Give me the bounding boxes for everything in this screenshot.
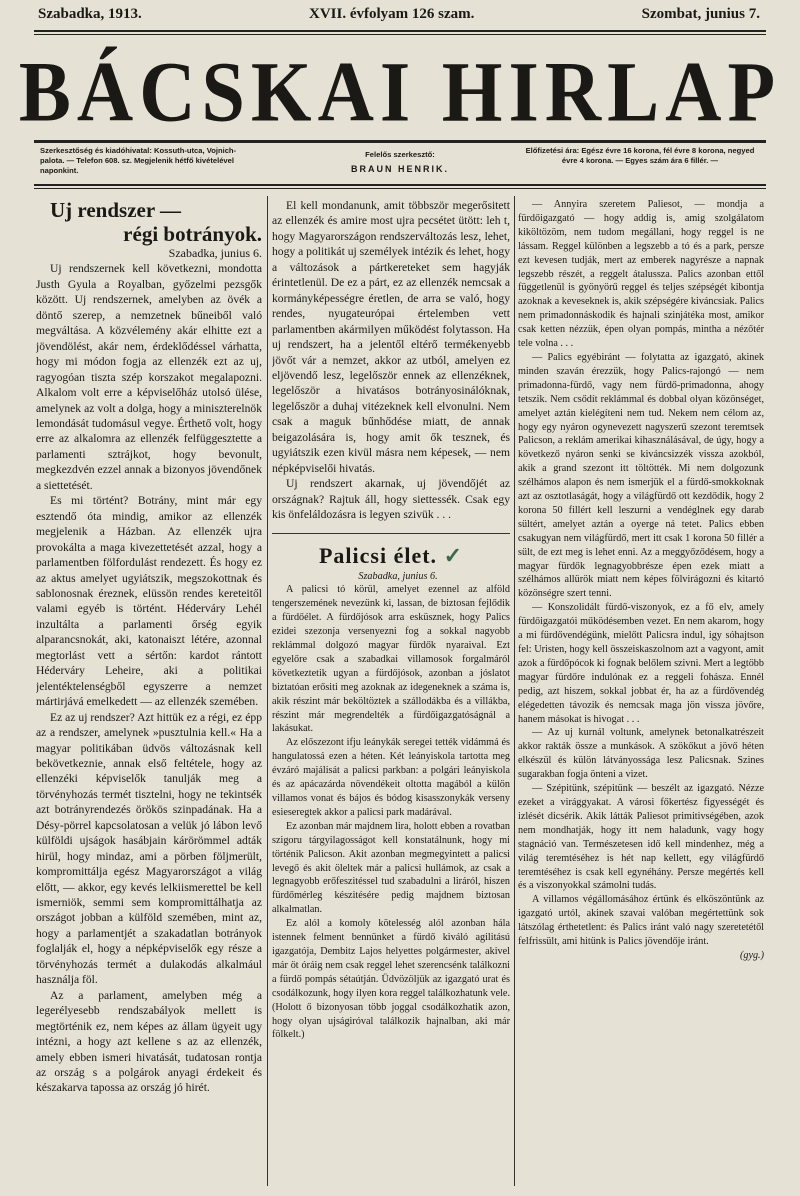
office-info: Szerkesztőség és kiadóhivatal: Kossuth-utca, Vojnich-palota. — Telefon 608. sz. Megjelenik hétfő kivételével naponkint. [40,146,237,175]
article-divider [272,533,510,534]
article-2-signature: (gyg.) [739,949,764,961]
article-2-paragraph: — Az uj kurnál voltunk, amelynek betonalkatrészeit akkor rakták össze a munkások. A szökőkut a jövő héten elkészül és külön látványossága lesz Palicsnak. Szines sugarakban fogja önteni a vizet. [518,727,764,781]
editor-block [310,150,490,174]
article-1-title-line-1: Uj rendszer — [50,198,182,222]
article-2-title: Palicsi élet. [318,542,438,568]
article-2-paragraph: Ez azonban már majdnem lira, holott ebben a rovatban szigoru tárgyilagosságot kell konstatálnunk, hogy mi történik Palicson. Akit azonban megmegyintett a palicsi levegő és akit öleltek már a palicsi hullámok, az csak a legnagyobb erőfeszitéssel tud szabadulni a liráról, hiszen fürdőmérleg készitésére pedig majdnem biztosan alkalmatlan. [272,820,510,916]
article-2-paragraph: — Palics egyébiránt — folytatta az igazgató, akinek minden szaván érezzük, hogy Palics-rajongó — nem primadonna-fürdő, vagy nem fürdő-primadonna, ahogy tetszik. Nem csődít reklámmal és dobbal olyan közönséget, amelyet aztán kielégíteni nem tud. Nekem nem célom az, hogy egy nyáron ogynevezett nagyszerű szezont teremtsek Palicson, a reklám amerikai kihasználásával, de úgy, hogy a következő nyáron senki se kiváncsizzék vissza azokból, akik a grand szezont itt töltötték. Mi nem dolgozunk szélhámos alapon és nem ismerjük el a fürdő-smokkoknak azt az osztotlaságát, hogy a világfürdő ott kezdődik, hogy 2 korona 50 fillért kell leszurni a vendéglnek egy darab sültért, amelyet aztán a oyerge ná tetet. Palics ebben csakugyan nem világfürdő, mert itt csak 1 korona 50 fillér a sült, de ezt meg is lehet enni. Az a meggyőződésem, hogy a magyar fürdők legnagyobbrésze épen ezek miatt a szélhámos allürök miatt nem képes fölvirágozni és kitartó közönségre szert tenni. [518,351,764,600]
column-separator [514,196,515,1186]
top-rule [34,30,766,32]
editor-label: Felelős szerkesztő: [365,150,435,159]
article-2-paragraph: A palicsi tó körül, amelyet ezennel az alföld tengerszemének nevezünk ki, lassan, de biztosan fejlődik a fürdőélet. A fürdőjósok arra esküsznek, hogy Palics ezidei szezonja versenyezni fog a sokkal nagyobb reklámmal dolgozó magyar fürdők nyaraival. Ezt egyelőre csak a szabadkai villamosok forgalmáról következtetik ugyan a fürdőjósok, azonban a jóslatot biztatóan erősiti meg azoknak az idegeneknek a száma is, akik részint már beköltöztek a szállodákba és a villákba, részint már megrendelték a fürdőigazgatóságnál a lakásukat. [272,584,510,735]
masthead-title: BÁCSKAI HIRLAP [18,43,782,140]
article-1-paragraph: Uj rendszernek kell következni, mondotta Justh Gyula a Royalban, győzelmi pezsgők között. Uj rendszernek, amelyben az övék a döntő szerep, a nemzetnek bűneiből való megváltása. A közvélemény akár elhitte ezt a jövendölést, akár nem, érdeklődéssel várhatta, hogy mi módon fogja az ellenzék ezt az uj, ragyogóan tiszta szép korszakot megalapozni. Alkalom volt erre a képviselőház utolsó ülése, amelynek az volt a dolga, hogy a miniszterelnök lemondását tudomásul vegye. Érthető volt, hogy erre az alkalomra az ellenzék felfüggesztette a parlamenti sztrájkot, hogy bevonult, megkezdvén ezzel annak a bizonyos jövendőnek a siettetését. [36,262,262,492]
article-2-paragraph: A villamos végállomásához értünk és elköszöntünk az igazgató urtól, akinek szavai valóban megértettünk sok látszólag érthetetlent: és Palics iránt való nagy szeretetétől felfrissült, ami hitünk is Palics jövendője iránt. [518,894,764,948]
column-separator [267,196,268,1186]
column-1 [36,198,262,1190]
subscription-info: Előfizetési ára: Egész évre 16 korona, fél évre 8 korona, negyed évre 4 korona. — Egyes szám ára 6 fillér. — [525,146,755,165]
city-year: Szabadka, 1913. [38,6,142,22]
checkmark-icon: ✓ [443,542,463,568]
article-1-dateline: Szabadka, junius 6. [168,246,262,260]
header-bottom-rule [34,184,766,186]
article-2-paragraph: Ez alól a komoly kötelesség alól azonban hála istennek felment bennünket a fürdő kiváló agilitású igazgatója, Dembitz Lajos helyettes polgármester, akivel már öt óráig nem csak reggel lehet szerencsénk találkozni a fürdő pompás sétaútján. Üdvözöljük az igazgató urat és csodálkozunk, hogy ilyen kora reggel találkozhatunk vele. (Holott ő bizonyosan több joggal csodálkozhatik azon, hogy olyan ujságiróval találkozik hajnalban, aki már fölkelt.) [272,918,510,1041]
column-3 [518,198,764,1190]
article-1-title-line-2: régi botrányok. [123,222,262,246]
masthead-rule [34,140,766,143]
article-1-paragraph: El kell mondanunk, amit többször megerősitett az ellenzék és amire most ujra pecsétet ütött: leh t, hogy Magyarországon rendszerváltozás lesz, lehet, hogy a politikát uj személyek intézik és lehet, hogy a változások a pártkereteket sem hagyják érintetlenül. De ez a párt, ez az ellenzék nemcsak a kormányképességre éretlen, de arra se való, hogy rendes, nyugateurópai értelemben vett parlamentben akármilyen működést folytasson. Ha uj rendszert, ha a jelentől eltérő termékenyebb jövőt vár a nemzet, akkor az utból, amelyen ez eljövendő lesz, legelőször ennek az ellenzéknek, legelőször a hivatásos botrányosinálóknak, legelőször a duhaj vitézeknek kell elvonulni. Nem csak a maguk bűnhődése miatt, de annak beigazolására is, hogy amit ők tesznek, és ugyiátszik ezen kivül másra nem képesek, — nem népképviselői hivatás. [272,199,510,475]
article-2-paragraph: Az előszezont ifju leánykák seregei tették vidámmá és hangulatossá ezen a héten. Két leányiskola tartotta meg évzáró majálisát a palicsi parkban: a polgári leányiskola és az apácazárda növendékeit oltotta magából a külön villamos vonat és bájos és bódog kisasszonykák verseny esieseregtek akkor a palicsi park madárával. [272,737,510,818]
column-2 [272,198,510,1190]
article-1-paragraph: Uj rendszert akarnak, uj jövendőjét az országnak? Rajtuk áll, hogy siettessék. Csak egy kis önfeláldozásra is legyen szivük . . . [272,477,510,522]
article-2-paragraph: — Szépitünk, szépitünk — beszélt az igazgató. Nézze ezeket a virággyakat. A városi főkertész figyességét és izlését dicsérik. Akik látták Paliesot primitivségében, azok nem mondhatják, hogy itt nem haladunk, vagy hogy stagnáció van. Természetesen idő kell mindenhez, még a világ teremtéséhez is hét nap kellett, egy világfürdő teremtéséhez is csak kell egynéhány. Persze megértés kell és a viszonyokkal számolni tudás. [518,783,764,892]
article-1-paragraph: Es mi történt? Botrány, mint már egy esztendő óta mindig, amikor az ellenzék megjelenik a Házban. Az ellenzék ujra provokálta a maga kivezettetését azzal, hogy a parlamentben fölfordulást rendezett. És hogy ez az aktus amelyet ugyiátszik, megszokottnak és sablonosnak éreznek, elüssön rendes kereteitől valami egyéb is történt. Héderváry Lehél inzultálta a parlamenti őrség egyik alparancsnokát, aki, katonaiszt létére, azonnal megtorlást vett a sértőn: kardot rántott Héderváry Leheire, aki a politikai jelentéktelenségből egyszerre a nemzet mártirjává emelkedett — az ellenzék szemében. [36,494,262,709]
issue-date: Szombat, junius 7. [641,6,760,22]
top-line [38,6,760,23]
editor-name: BRAUN HENRIK. [351,164,449,174]
header-bottom-rule-thin [34,188,766,189]
article-1-paragraph: Ez az uj rendszer? Azt hittük ez a régi, ez épp az a rendszer, amelynek »pusztulnia kell.« Ha a magyar politikában üdvös változásnak kell bekövetkeznie, annak első feltétele, hogy az ellenzéki képviselők tanulják meg a törvényhozás termét tisztelni, hogy ne tekintsék azt botrányrendezés örökös szinpadának. Ha a Désy-pörrel kapcsolatosan a velük jó lábon levő külföldi ujságok hasábjain kárörömmel adták hirül, hogy mindaz, ami a pörben följmerült, kompromittálja egész Magyarországot a világ előtt, — akkor, egy kevés lelkiismerettel be kell ismerniök, semmi sem kompromittálhatja az országot jobban a külföld szemében, mint az, hogy a parlamentjét a szakadatlan botrányok foglalják el, hogy a népképviselők egy része a törvényhozás termét a dulakodás alkalmául használja föl. [36,710,262,987]
article-2-paragraph: — Konszolidált fürdő-viszonyok, ez a fő elv, amely fürdőigazgatói működésemben vezet. En nem akarom, hogy a mi fürdővendégünk, mielőtt Palicsra indul, igy sóhajtson fel: Uristen, hogy kell összeiskaszolnom azt a vagyont, amit azok a fürdőpócok ki fognak belőlem szivni. Mert a legtöbb magyar fürdőre indulónak ez a reggeli fohásza. Ennél pedig, azt hiszem, sokkal jobbat ér, ha az a fürdővendég elégedetten távozik és nemcsak maga jön vissza jövőre, hanem másokat is hivogat . . . [518,602,764,725]
article-2-paragraph: — Annyira szeretem Paliesot, — mondja a fürdőigazgató — hogy addig is, amig szolgálatom kiköltözöm, nem tudom megállani, hogy reggel is ne lássam. Reggel különben a legszebb a tó és a park, persze ezt kevesen tudják, mert az emberek nagyrésze a napnak legszebb részét, a reggelt átalussza. Palics azonban ettől függetlenül is gyönyörű reggel és teljes szépségét kibontja azoknak a keveseknek is, akik szépségére kiváncsiak. Palics nem primadonnáskodik és hajnali szinjátéka most, amikor csak ketten nézzük, épen olyan pompás, mintha a nézőtér tele volna . . . [518,199,764,350]
article-2-dateline: Szabadka, junius 6. [358,570,438,582]
volume-number: XVII. évfolyam 126 szam. [309,6,475,22]
article-1-paragraph: Az a parlament, amelyben még a legerélyesebb rendszabályok mellett is megtörténik ez, nem képes az állam ügyeit ugy intézni, a hogy azt kellene s az az ellenzék, amely ebben ismeri hivatását, tudatosan rontja az ország s a polgárok anyagi érdekeit és készakarva tapossa az ország jó hirét. [36,988,262,1095]
top-rule-thin [34,34,766,35]
article-2-title-line [272,542,510,570]
